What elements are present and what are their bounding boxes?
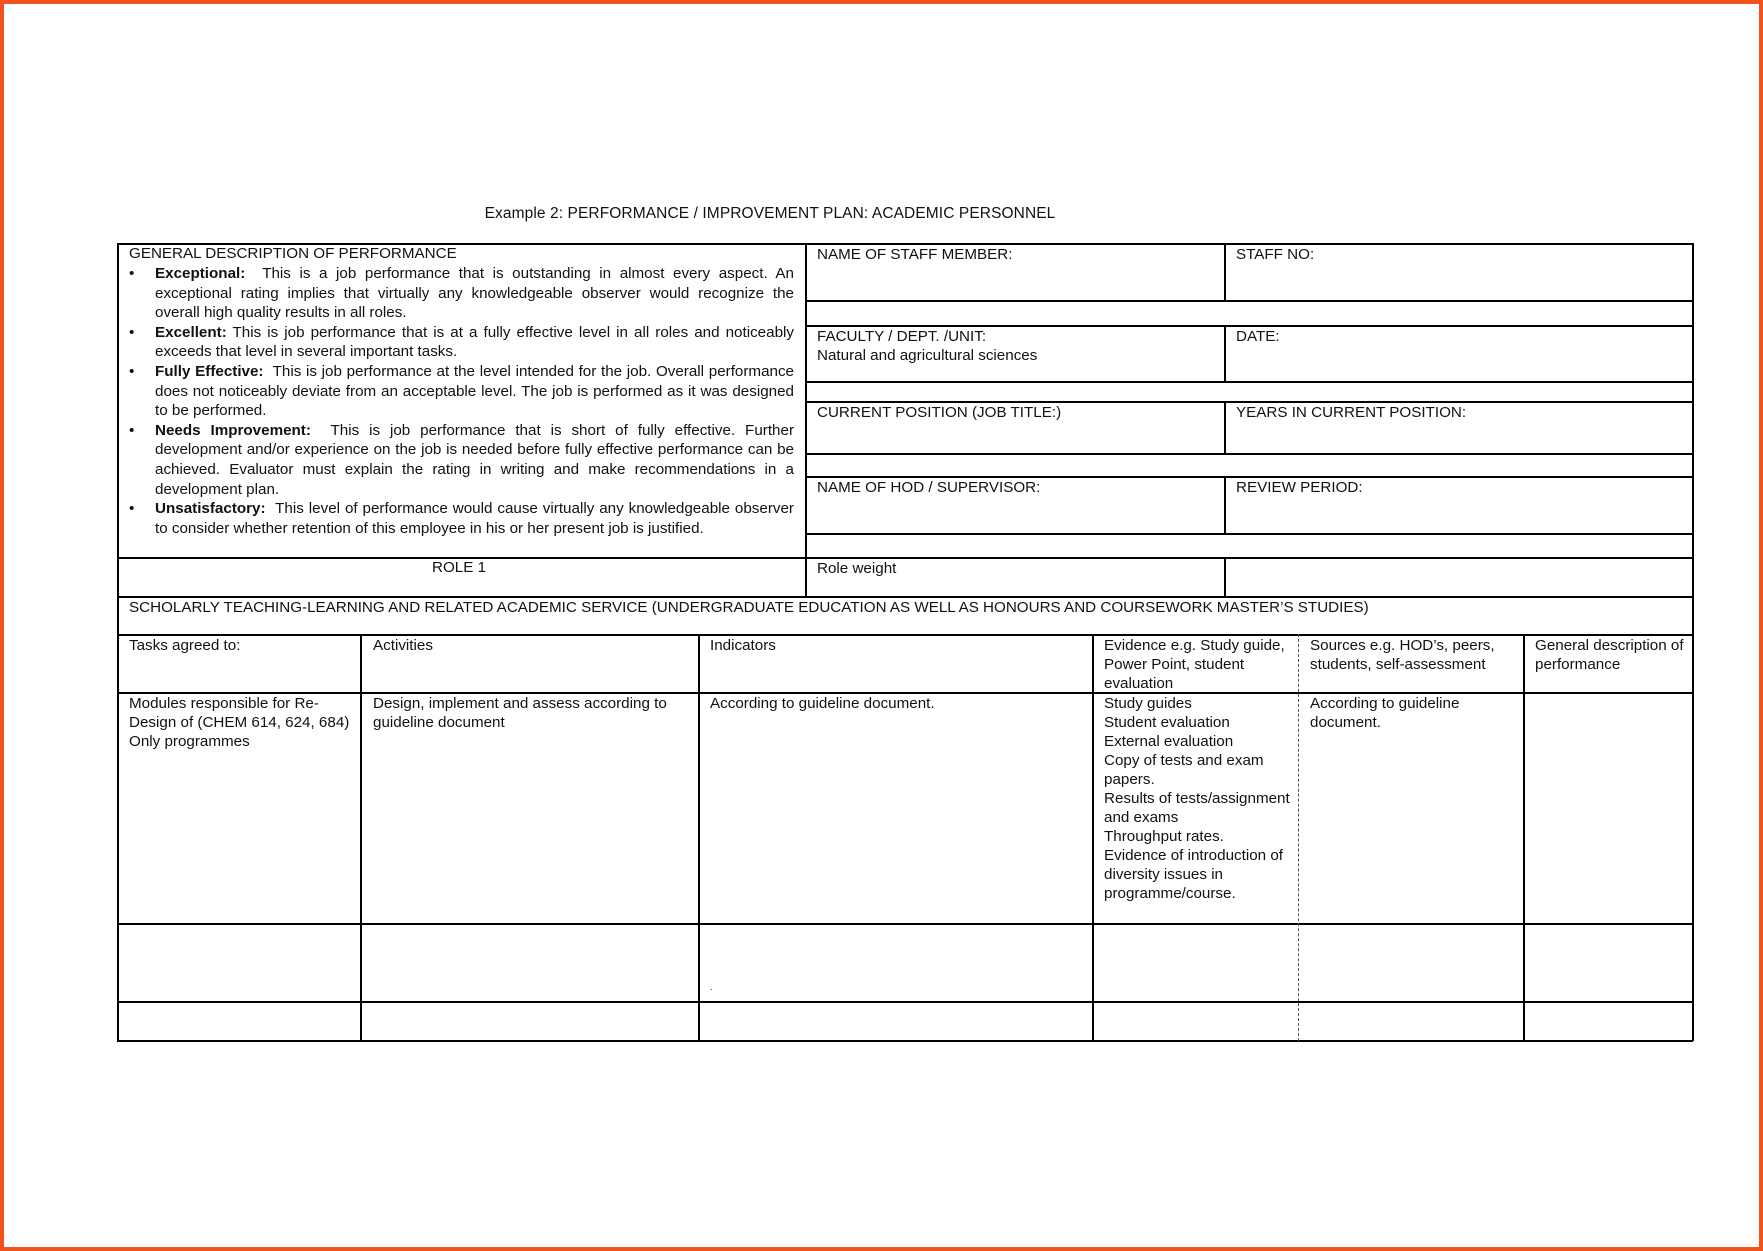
evidence-item: Student evaluation bbox=[1104, 714, 1230, 731]
header-tasks: Tasks agreed to: bbox=[129, 637, 241, 654]
row1-sources: According to guideline document. bbox=[1310, 695, 1460, 731]
level-excellent: • Excellent: This is job performance that is at a fully effective level in all roles and noticeably exceeds that level in several important tasks. bbox=[129, 323, 794, 361]
rule bbox=[805, 243, 807, 596]
bullet-icon: • bbox=[129, 362, 135, 380]
rule bbox=[1224, 243, 1226, 301]
level-fully-effective: • Fully Effective: This is job performance at the level intended for the job. Overall performance does not noticeably deviate from an acceptable level. The job is performed as it was designed to be performed. bbox=[129, 362, 795, 420]
rule bbox=[1224, 401, 1226, 454]
bullet-icon: • bbox=[129, 323, 135, 341]
dashed-rule bbox=[1298, 634, 1299, 1041]
rule bbox=[1224, 476, 1226, 534]
rule bbox=[806, 381, 1693, 383]
rule bbox=[117, 923, 1693, 925]
rule bbox=[1523, 634, 1525, 1041]
date-label: DATE: bbox=[1236, 328, 1280, 345]
rule bbox=[1092, 634, 1094, 1041]
rule bbox=[117, 557, 1693, 559]
role-description: SCHOLARLY TEACHING-LEARNING AND RELATED ACADEMIC SERVICE (UNDERGRADUATE EDUCATION AS WELL AS HONOURS AND COURSEWORK MASTER’S STUDIES) bbox=[129, 599, 1369, 616]
faculty-label: FACULTY / DEPT. /UNIT: bbox=[817, 328, 987, 345]
years-label: YEARS IN CURRENT POSITION: bbox=[1236, 404, 1467, 421]
role-weight-label: Role weight bbox=[817, 560, 897, 577]
table-right-border bbox=[1692, 243, 1694, 1041]
row1-activities: Design, implement and assess according to guideline document bbox=[373, 695, 667, 731]
rule bbox=[1224, 325, 1226, 382]
role-label: ROLE 1 bbox=[432, 559, 487, 576]
evidence-item: Throughput rates. bbox=[1104, 828, 1224, 845]
rule bbox=[360, 634, 362, 1041]
rule bbox=[698, 634, 700, 1041]
staff-no-label: STAFF NO: bbox=[1236, 246, 1315, 263]
performance-levels-list bbox=[129, 264, 794, 538]
bullet-icon: • bbox=[129, 500, 135, 518]
evidence-item: Evidence of introduction of diversity issues in programme/course. bbox=[1104, 847, 1283, 902]
evidence-item: Results of tests/assignment and exams bbox=[1104, 790, 1290, 826]
hod-label: NAME OF HOD / SUPERVISOR: bbox=[817, 479, 1041, 496]
evidence-item: External evaluation bbox=[1104, 733, 1234, 750]
document-title: Example 2: PERFORMANCE / IMPROVEMENT PLAN: ACADEMIC PERSONNEL bbox=[484, 205, 1056, 222]
header-activities: Activities bbox=[373, 637, 433, 654]
bullet-icon: • bbox=[129, 265, 135, 282]
position-label: CURRENT POSITION (JOB TITLE:) bbox=[817, 404, 1062, 421]
level-unsatisfactory: • Unsatisfactory: This level of performance would cause virtually any knowledgeable observer to consider whether retention of this employee in his or her present job is justified. bbox=[129, 500, 794, 537]
rule bbox=[806, 533, 1693, 535]
faculty-value: Natural and agricultural sciences bbox=[817, 347, 1038, 364]
rule bbox=[806, 453, 1693, 455]
staff-name-label: NAME OF STAFF MEMBER: bbox=[817, 246, 1013, 263]
bullet-icon: • bbox=[129, 421, 135, 439]
level-exceptional: • Exceptional: This is a job performance that is outstanding in almost every aspect. An exceptional rating implies that virtually any knowledgeable observer would recognize the overall high quality results in all roles. bbox=[129, 265, 794, 322]
review-period-label: REVIEW PERIOD: bbox=[1236, 479, 1363, 496]
rule bbox=[806, 300, 1693, 302]
table-bottom-border bbox=[117, 1040, 1693, 1042]
row2-mark: . bbox=[710, 982, 713, 992]
general-description-heading: GENERAL DESCRIPTION OF PERFORMANCE bbox=[129, 245, 457, 262]
rule bbox=[117, 1001, 1693, 1003]
level-needs-improvement: • Needs Improvement: This is job performance that is short of fully effective. Further development and/or experience on the job is needed before fully effective performance can be achieved. Evaluator must explain the rating in writing and make recommendations in a development plan. bbox=[129, 421, 795, 498]
evidence-item: Copy of tests and exam papers. bbox=[1104, 752, 1264, 788]
rule bbox=[1224, 557, 1226, 597]
header-evidence: Evidence e.g. Study guide, Power Point, student evaluation bbox=[1104, 637, 1285, 692]
table-left-border bbox=[117, 243, 119, 1041]
row1-evidence-list bbox=[1104, 694, 1294, 903]
header-general-description: General description of performance bbox=[1535, 637, 1684, 673]
evidence-item: Study guides bbox=[1104, 695, 1192, 712]
header-sources: Sources e.g. HOD’s, peers, students, self-assessment bbox=[1310, 637, 1495, 673]
header-indicators: Indicators bbox=[710, 637, 776, 654]
row1-indicators: According to guideline document. bbox=[710, 695, 935, 712]
row1-tasks: Modules responsible for Re-Design of (CHEM 614, 624, 684) Only programmes bbox=[129, 695, 350, 750]
